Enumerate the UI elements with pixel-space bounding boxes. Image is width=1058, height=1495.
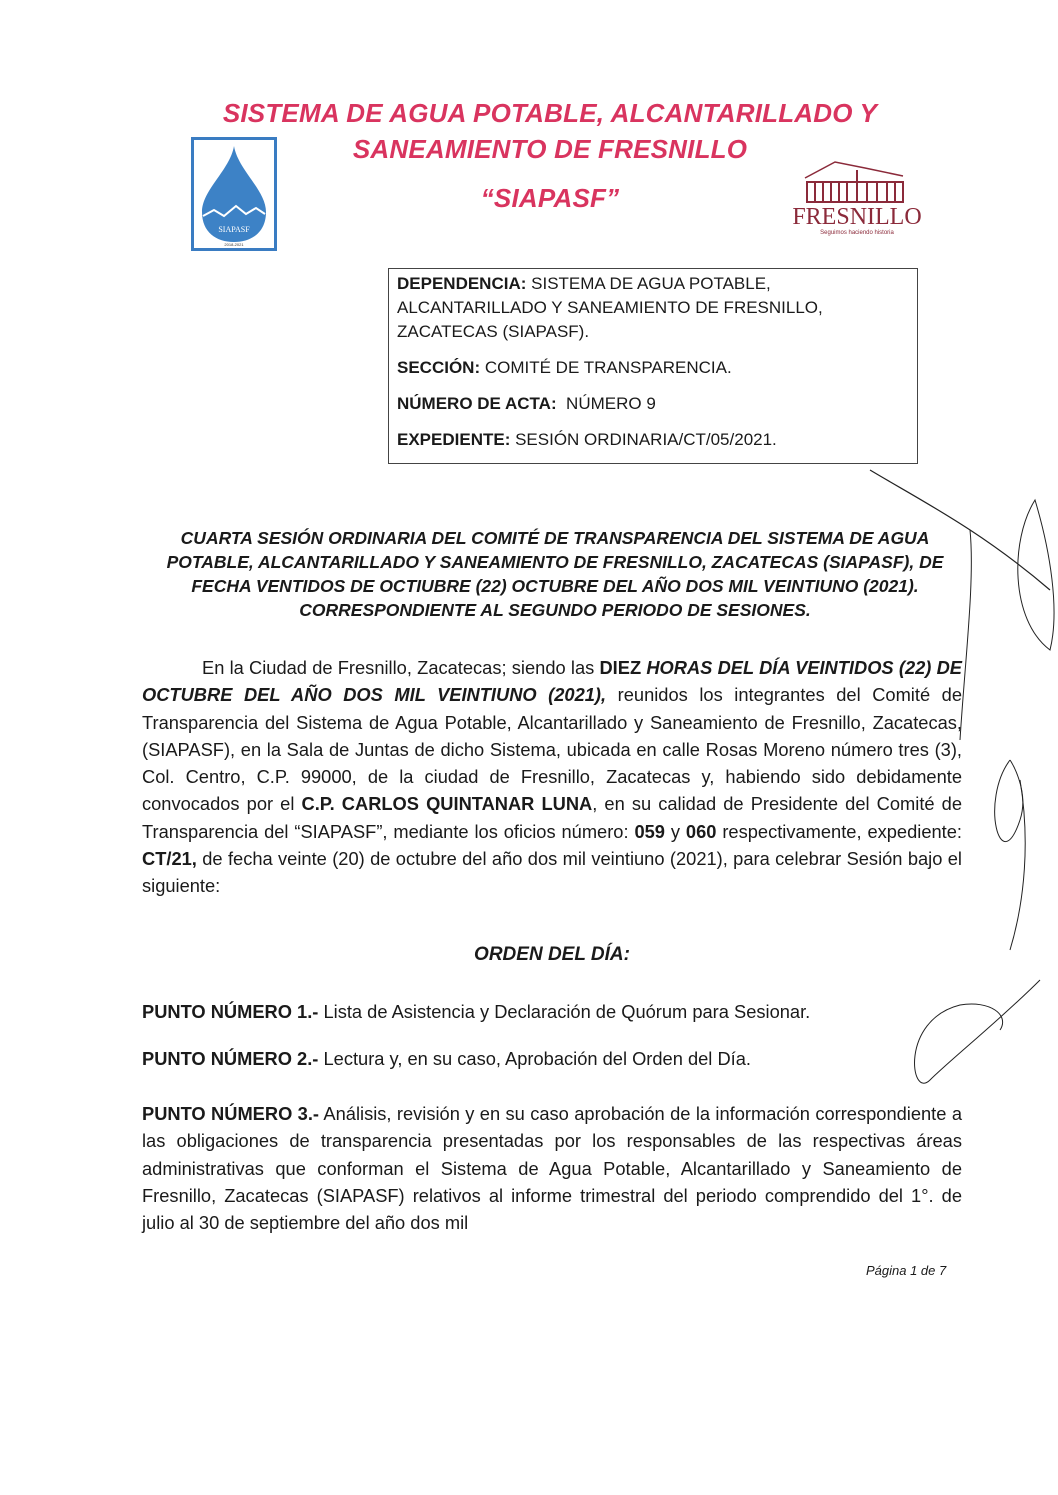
body-paragraph <box>142 654 962 900</box>
handwritten-signature <box>860 460 1058 1100</box>
info-expediente <box>397 428 909 452</box>
punto-text: Lista de Asistencia y Declaración de Quórum para Sesionar. <box>318 1001 811 1022</box>
text-bold: CT/21, <box>142 848 197 870</box>
info-numero-acta <box>397 392 909 416</box>
info-box <box>388 268 918 464</box>
text: reunidos los integrantes del Comité de Transparencia del Sistema de Agua Potable, Alcantarillado y Saneamiento de Fresnillo, Zacatecas, (SIAPASF), en la Sala de Juntas de dicho Sistema, ubicada en calle Rosas Moreno número tres (3), Col. Centro, C.P. 99000, de la ciudad de Fresnillo, Zacatecas y, habiendo sido debidamente convocados por el <box>142 684 963 815</box>
fresnillo-logo <box>785 160 930 238</box>
info-value: COMITÉ DE TRANSPARENCIA. <box>480 358 732 377</box>
info-label: NÚMERO DE ACTA: <box>397 394 557 413</box>
session-title: CUARTA SESIÓN ORDINARIA DEL COMITÉ DE TRANSPARENCIA DEL SISTEMA DE AGUA POTABLE, ALCANTARILLADO Y SANEAMIENTO DE FRESNILLO, ZACATECAS (SIAPASF), DE FECHA VENTIDOS DE OCTIUBRE (22) OCTUBRE DEL AÑO DOS MIL VEINTIUNO (2021). CORRESPONDIENTE AL SEGUNDO PERIODO DE SESIONES. <box>166 528 944 620</box>
svg-text:SIAPASF: SIAPASF <box>218 225 250 234</box>
text-bold: C.P. CARLOS QUINTANAR LUNA <box>301 793 593 815</box>
text: de fecha veinte (20) de octubre del año dos mil veintiuno (2021), para celebrar Sesión bajo el siguiente: <box>142 848 962 897</box>
svg-text:FRESNILLO: FRESNILLO <box>792 204 922 230</box>
text: , en su calidad de Presidente del Comité de Transparencia del “SIAPASF”, mediante los oficios número: <box>142 793 962 842</box>
info-value: NÚMERO 9 <box>556 394 656 413</box>
text: En la Ciudad de Fresnillo, Zacatecas; siendo las <box>202 657 600 678</box>
punto-text: Lectura y, en su caso, Aprobación del Orden del Día. <box>318 1048 751 1069</box>
punto-label: PUNTO NÚMERO 2.- <box>142 1048 319 1069</box>
punto-text: Análisis, revisión y en su caso aprobación de la información correspondiente a las obligaciones de transparencia presentadas por los responsables de las respectivas áreas administrativas que conforman el Sistema de Agua Potable, Alcantarillado y Saneamiento de Fresnillo, Zacatecas (SIAPASF) relativos al informe trimestral del periodo comprendido del 1°. de julio al 30 de septiembre del año dos mil <box>142 1103 962 1234</box>
text-bold: 060 <box>685 820 717 842</box>
info-value: SESIÓN ORDINARIA/CT/05/2021. <box>510 430 777 449</box>
punto-3 <box>142 1100 962 1236</box>
svg-text:2018-2021: 2018-2021 <box>224 242 244 247</box>
punto-label: PUNTO NÚMERO 3.- <box>142 1103 320 1124</box>
orden-del-dia-title: ORDEN DEL DÍA: <box>474 944 630 965</box>
info-label: SECCIÓN: <box>397 358 481 377</box>
page-number: Página 1 de 7 <box>866 1263 947 1278</box>
header-line-3: “SIAPASF” <box>480 183 620 213</box>
text: y <box>664 820 686 842</box>
info-dependencia <box>397 272 909 344</box>
siapasf-logo <box>191 137 277 251</box>
info-label: DEPENDENCIA: <box>397 274 527 293</box>
text-bold: DIEZ <box>599 657 647 678</box>
header-line-1: SISTEMA DE AGUA POTABLE, ALCANTARILLADO Y <box>222 98 878 128</box>
text: respectivamente, expediente: <box>716 820 962 842</box>
info-label: EXPEDIENTE: <box>397 430 511 449</box>
info-seccion <box>397 356 909 380</box>
punto-1 <box>142 998 962 1025</box>
punto-2 <box>142 1045 962 1072</box>
text-bold-italic: HORAS DEL DÍA VEINTIDOS (22) DE OCTUBRE DEL AÑO DOS MIL VEINTIUNO (2021), <box>142 657 962 706</box>
text-bold: 059 <box>634 820 665 842</box>
svg-text:Seguimos haciendo historia: Seguimos haciendo historia <box>820 230 894 236</box>
info-value: SISTEMA DE AGUA POTABLE, ALCANTARILLADO Y SANEAMIENTO DE FRESNILLO, ZACATECAS (SIAPASF). <box>397 274 823 341</box>
header-line-2: SANEAMIENTO DE FRESNILLO <box>352 134 748 164</box>
punto-label: PUNTO NÚMERO 1.- <box>142 1001 319 1022</box>
